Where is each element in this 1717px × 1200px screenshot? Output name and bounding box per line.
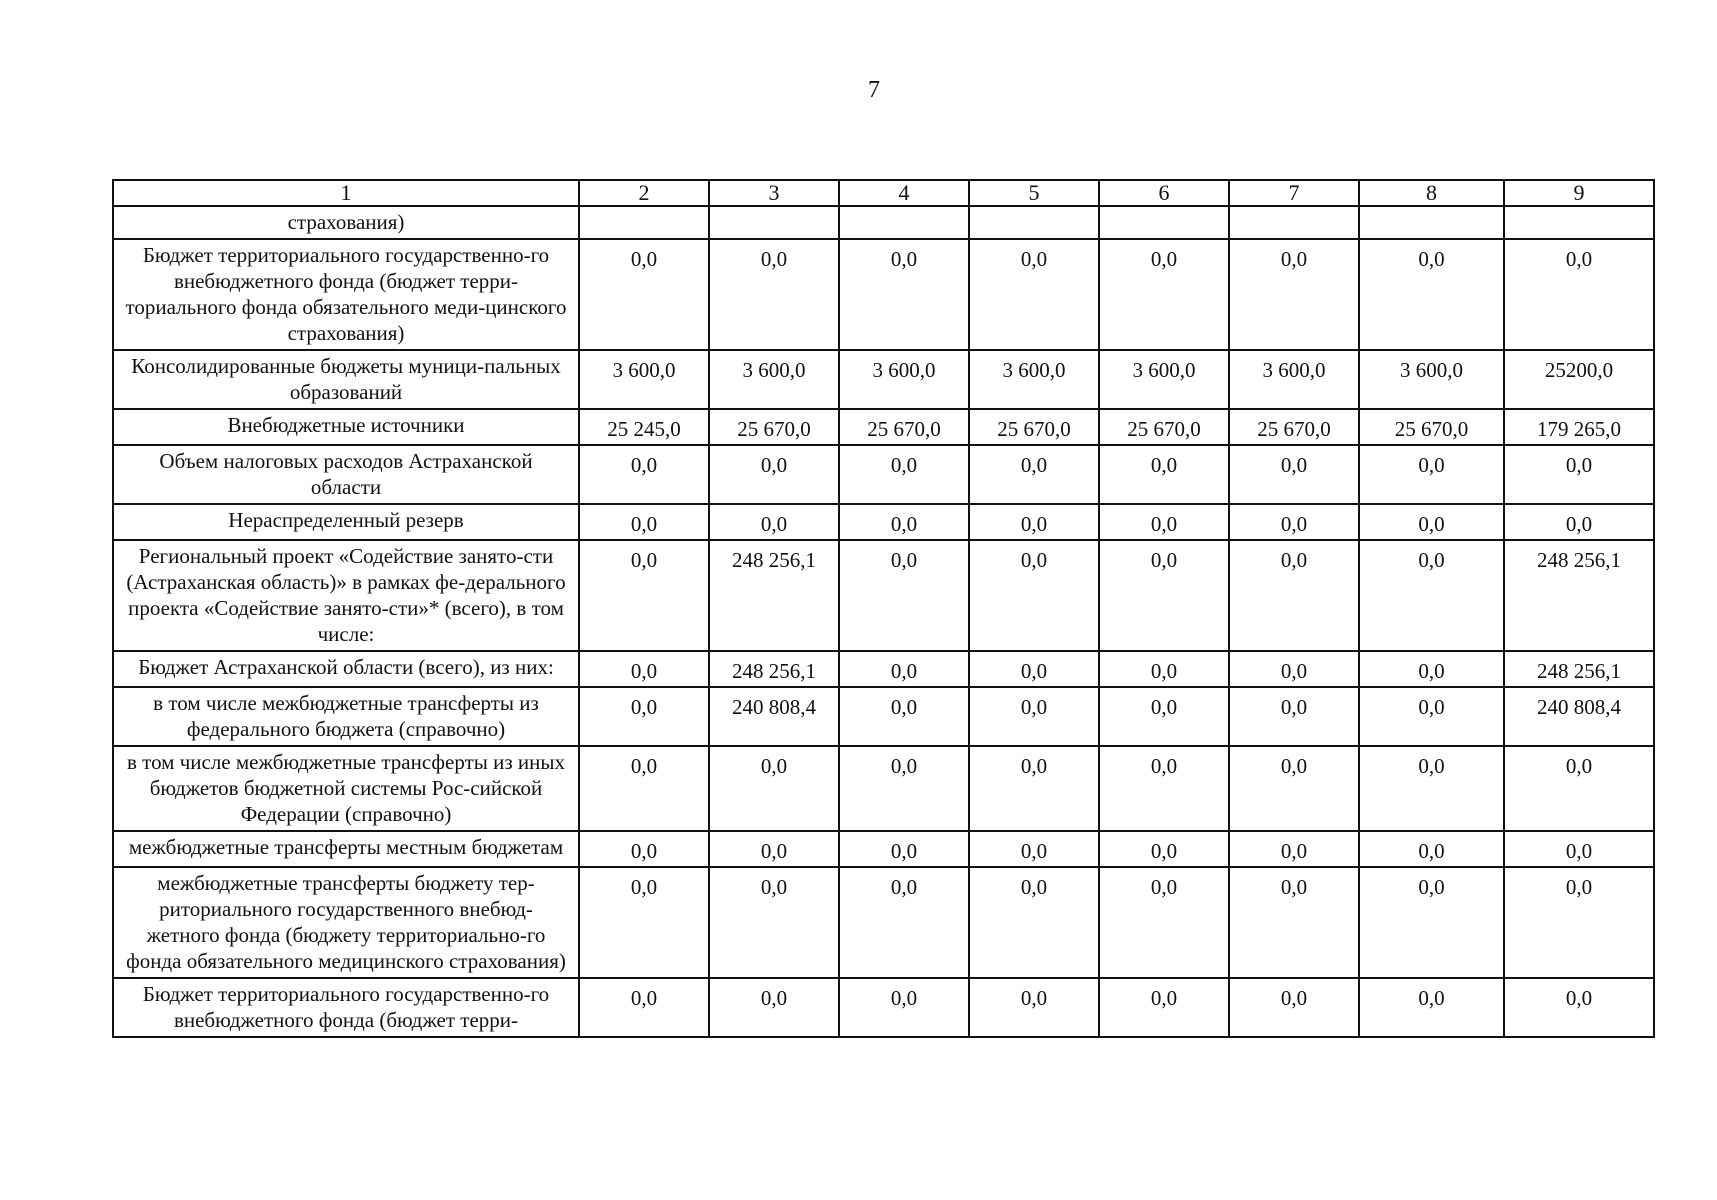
table-row — [113, 239, 1654, 350]
row-label: Консолидированные бюджеты муници-пальных образований — [113, 350, 579, 409]
cell-value — [1099, 206, 1229, 239]
cell-value: 0,0 — [1229, 540, 1359, 651]
header-row — [113, 180, 1654, 206]
cell-value: 0,0 — [1359, 687, 1504, 746]
cell-value: 0,0 — [1099, 540, 1229, 651]
cell-value: 0,0 — [1359, 540, 1504, 651]
cell-value: 0,0 — [1229, 239, 1359, 350]
cell-value: 0,0 — [1229, 746, 1359, 831]
row-label: в том числе межбюджетные трансферты из федерального бюджета (справочно) — [113, 687, 579, 746]
cell-value: 0,0 — [1099, 239, 1229, 350]
table-row — [113, 687, 1654, 746]
cell-value: 0,0 — [839, 867, 969, 978]
cell-value: 240 808,4 — [1504, 687, 1654, 746]
cell-value: 0,0 — [709, 746, 839, 831]
cell-value: 0,0 — [839, 978, 969, 1037]
table-row — [113, 867, 1654, 978]
column-header-2: 2 — [579, 180, 709, 206]
cell-value: 0,0 — [1359, 746, 1504, 831]
cell-value: 25 670,0 — [709, 409, 839, 445]
cell-value: 0,0 — [1359, 504, 1504, 540]
cell-value: 0,0 — [1504, 867, 1654, 978]
cell-value: 0,0 — [839, 831, 969, 867]
row-label: Нераспределенный резерв — [113, 504, 579, 540]
cell-value: 248 256,1 — [709, 651, 839, 687]
cell-value: 3 600,0 — [709, 350, 839, 409]
cell-value: 25 670,0 — [839, 409, 969, 445]
cell-value: 25 245,0 — [579, 409, 709, 445]
cell-value: 0,0 — [579, 445, 709, 504]
table-row — [113, 746, 1654, 831]
cell-value: 0,0 — [1229, 867, 1359, 978]
row-label: Региональный проект «Содействие занято-сти (Астраханская область)» в рамках фе-дерального проекта «Содействие занято-сти»* (всего), в том числе: — [113, 540, 579, 651]
cell-value: 0,0 — [1099, 978, 1229, 1037]
cell-value: 0,0 — [579, 687, 709, 746]
page-number: 7 — [868, 77, 880, 103]
column-header-9: 9 — [1504, 180, 1654, 206]
row-label: Объем налоговых расходов Астраханской области — [113, 445, 579, 504]
cell-value: 0,0 — [709, 239, 839, 350]
cell-value: 3 600,0 — [1359, 350, 1504, 409]
column-header-5: 5 — [969, 180, 1099, 206]
cell-value — [839, 206, 969, 239]
cell-value: 0,0 — [579, 831, 709, 867]
cell-value: 0,0 — [709, 445, 839, 504]
cell-value: 0,0 — [1504, 831, 1654, 867]
cell-value: 0,0 — [1099, 651, 1229, 687]
cell-value: 0,0 — [839, 746, 969, 831]
cell-value: 0,0 — [969, 504, 1099, 540]
row-label: межбюджетные трансферты местным бюджетам — [113, 831, 579, 867]
cell-value: 0,0 — [1229, 687, 1359, 746]
cell-value: 0,0 — [969, 867, 1099, 978]
budget-table — [112, 179, 1655, 1038]
cell-value: 248 256,1 — [709, 540, 839, 651]
cell-value: 0,0 — [709, 831, 839, 867]
cell-value — [1229, 206, 1359, 239]
cell-value: 0,0 — [969, 540, 1099, 651]
cell-value: 0,0 — [839, 445, 969, 504]
cell-value: 25 670,0 — [969, 409, 1099, 445]
cell-value — [579, 206, 709, 239]
cell-value: 0,0 — [1099, 504, 1229, 540]
cell-value: 0,0 — [969, 831, 1099, 867]
cell-value: 0,0 — [1229, 504, 1359, 540]
cell-value: 0,0 — [1359, 651, 1504, 687]
cell-value: 0,0 — [1504, 445, 1654, 504]
cell-value: 0,0 — [1359, 239, 1504, 350]
cell-value: 3 600,0 — [1229, 350, 1359, 409]
cell-value: 0,0 — [579, 540, 709, 651]
table-row — [113, 445, 1654, 504]
cell-value: 25 670,0 — [1099, 409, 1229, 445]
cell-value: 0,0 — [1504, 504, 1654, 540]
cell-value: 0,0 — [969, 445, 1099, 504]
cell-value: 0,0 — [1099, 867, 1229, 978]
table-row — [113, 206, 1654, 239]
column-header-4: 4 — [839, 180, 969, 206]
row-label: Бюджет территориального государственно-го внебюджетного фонда (бюджет терри-ториального фонда обязательного меди-цинского страхования) — [113, 239, 579, 350]
cell-value: 179 265,0 — [1504, 409, 1654, 445]
cell-value: 240 808,4 — [709, 687, 839, 746]
cell-value: 0,0 — [579, 867, 709, 978]
cell-value: 0,0 — [839, 504, 969, 540]
cell-value: 0,0 — [1359, 445, 1504, 504]
cell-value — [1359, 206, 1504, 239]
cell-value: 3 600,0 — [579, 350, 709, 409]
cell-value: 0,0 — [579, 651, 709, 687]
cell-value: 0,0 — [969, 978, 1099, 1037]
cell-value: 3 600,0 — [969, 350, 1099, 409]
cell-value: 0,0 — [969, 746, 1099, 831]
column-header-3: 3 — [709, 180, 839, 206]
table-row — [113, 540, 1654, 651]
cell-value: 0,0 — [709, 504, 839, 540]
table-row — [113, 651, 1654, 687]
row-label: страхования) — [113, 206, 579, 239]
cell-value: 0,0 — [1099, 445, 1229, 504]
row-label: Бюджет Астраханской области (всего), из них: — [113, 651, 579, 687]
cell-value: 25 670,0 — [1359, 409, 1504, 445]
table-row — [113, 831, 1654, 867]
row-label: межбюджетные трансферты бюджету тер-риториального государственного внебюд-жетного фонда (бюджету территориально-го фонда обязательного медицинского страхования) — [113, 867, 579, 978]
column-header-7: 7 — [1229, 180, 1359, 206]
cell-value: 0,0 — [1504, 239, 1654, 350]
table-row — [113, 978, 1654, 1037]
cell-value: 0,0 — [839, 239, 969, 350]
cell-value: 248 256,1 — [1504, 540, 1654, 651]
cell-value: 0,0 — [579, 746, 709, 831]
cell-value: 248 256,1 — [1504, 651, 1654, 687]
table-row — [113, 504, 1654, 540]
cell-value: 0,0 — [709, 867, 839, 978]
cell-value: 0,0 — [1099, 687, 1229, 746]
cell-value: 0,0 — [1229, 831, 1359, 867]
cell-value — [969, 206, 1099, 239]
cell-value: 0,0 — [1359, 867, 1504, 978]
cell-value: 0,0 — [839, 687, 969, 746]
cell-value: 0,0 — [709, 978, 839, 1037]
cell-value: 3 600,0 — [839, 350, 969, 409]
cell-value: 0,0 — [579, 504, 709, 540]
cell-value: 0,0 — [1099, 746, 1229, 831]
cell-value: 3 600,0 — [1099, 350, 1229, 409]
cell-value: 0,0 — [1504, 746, 1654, 831]
cell-value: 0,0 — [839, 540, 969, 651]
cell-value: 0,0 — [579, 978, 709, 1037]
cell-value: 0,0 — [1359, 978, 1504, 1037]
cell-value: 0,0 — [1099, 831, 1229, 867]
cell-value — [709, 206, 839, 239]
column-header-1: 1 — [113, 180, 579, 206]
column-header-6: 6 — [1099, 180, 1229, 206]
table-body — [113, 180, 1654, 1037]
column-header-8: 8 — [1359, 180, 1504, 206]
cell-value: 0,0 — [1229, 978, 1359, 1037]
row-label: в том числе межбюджетные трансферты из иных бюджетов бюджетной системы Рос-сийской Федерации (справочно) — [113, 746, 579, 831]
table-row — [113, 409, 1654, 445]
cell-value: 0,0 — [579, 239, 709, 350]
cell-value: 0,0 — [839, 651, 969, 687]
cell-value: 0,0 — [1359, 831, 1504, 867]
cell-value: 0,0 — [969, 651, 1099, 687]
cell-value — [1504, 206, 1654, 239]
cell-value: 25200,0 — [1504, 350, 1654, 409]
cell-value: 0,0 — [1229, 445, 1359, 504]
row-label: Внебюджетные источники — [113, 409, 579, 445]
cell-value: 25 670,0 — [1229, 409, 1359, 445]
row-label: Бюджет территориального государственно-го внебюджетного фонда (бюджет терри- — [113, 978, 579, 1037]
cell-value: 0,0 — [1504, 978, 1654, 1037]
cell-value: 0,0 — [1229, 651, 1359, 687]
cell-value: 0,0 — [969, 239, 1099, 350]
cell-value: 0,0 — [969, 687, 1099, 746]
table-row — [113, 350, 1654, 409]
